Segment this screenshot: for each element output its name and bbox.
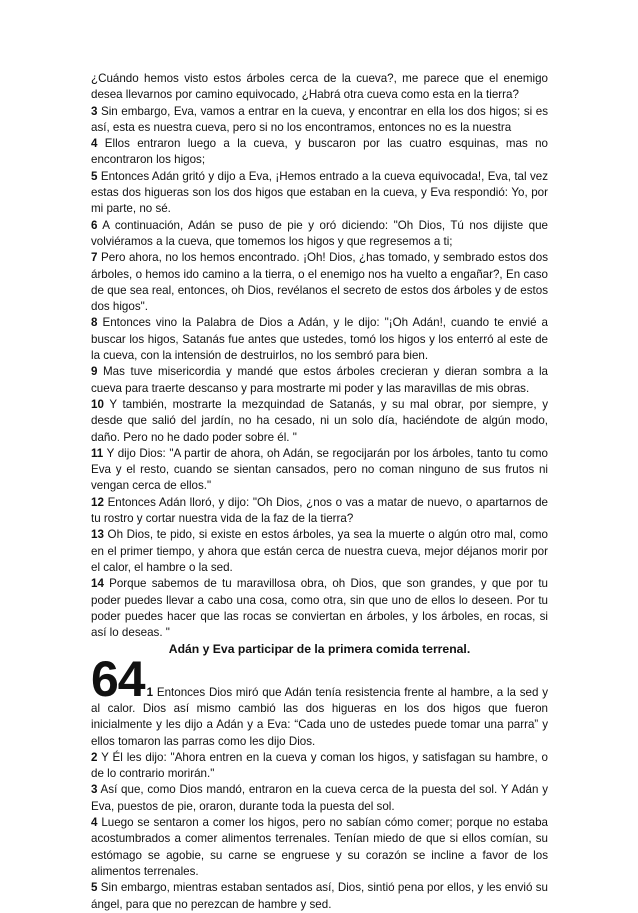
chapter-number: 64 — [91, 650, 145, 707]
verse-number: 4 — [91, 137, 98, 151]
verse-paragraph — [91, 397, 548, 446]
verse-paragraph — [91, 576, 548, 641]
verse-text: Oh Dios, te pido, si existe en estos árboles, ya sea la muerte o algún otro mal, como en el primer tiempo, y ahora que están cerca de nuestra cueva, mejor déjanos morir por el calor, el hambre o la sed. — [91, 528, 548, 574]
verse-number: 4 — [91, 816, 98, 830]
verse-text: Entonces Adán lloró, y dijo: "Oh Dios, ¿nos o vas a matar de nuevo, o apartarnos de tu rostro y cortar nuestra vida de la faz de la tierra? — [91, 495, 548, 526]
verse-number: 7 — [91, 251, 98, 265]
verse-paragraph — [91, 364, 548, 397]
verse-text: Y Él les dijo: "Ahora entren en la cueva y coman los higos, y satisfagan su hambre, o de lo contrario morirán." — [91, 750, 548, 781]
verse-paragraph — [91, 169, 548, 218]
document-body — [91, 71, 548, 913]
verse-number: 2 — [91, 750, 98, 764]
verse-number: 11 — [91, 446, 104, 460]
verse-paragraph — [91, 527, 548, 576]
verse-paragraph — [91, 782, 548, 815]
verse-number: 3 — [91, 104, 98, 118]
verse-number: 14 — [91, 577, 104, 591]
verse-text: Sin embargo, mientras estaban sentados así, Dios, sintió pena por ellos, y les envió su ángel, para que no perezcan de hambre y sed. — [91, 881, 548, 911]
verse-text: Mas tuve misericordia y mandé que estos árboles crecieran y dieran sombra a la cueva para traerte descanso y para mostrarte mi poder y las maravillas de mis obras. — [91, 365, 548, 395]
verse-number: 13 — [91, 528, 104, 542]
verse-text: Sin embargo, Eva, vamos a entrar en la cueva, y encontrar en ella los dos higos; si es así, esta es nuestra cueva, pero si no los encontramos, entonces no es la nuestra — [91, 104, 548, 134]
verse-paragraph — [91, 250, 548, 315]
verse-text: Ellos entraron luego a la cueva, y buscaron por las cuatro esquinas, mas no encontraron los higos; — [91, 137, 548, 167]
verse-paragraph — [91, 104, 548, 137]
verse-text: Luego se sentaron a comer los higos, pero no sabían cómo comer; porque no estaba acostumbrados a comer alimentos terrenales. Tenían miedo de que si ellos comían, su estómago se agobie, su carne se engruese y su corazón se incline a favor de los alimentos terrenales. — [91, 816, 548, 878]
verse-text: Entonces Dios miró que Adán tenía resistencia frente al hambre, a la sed y al calor. Dios así mismo cambió las dos higueras en los dos higos que fueron inicialmente y les dijo a Adán y a Eva: “Cada uno de ustedes puede tomar una parra” y ellos tomaron las parras como les dijo Dios. — [91, 685, 548, 748]
chapter-first-verse — [91, 650, 548, 750]
verse-text: Entonces Adán gritó y dijo a Eva, ¡Hemos entrado a la cueva equivocada!, Eva, tal vez estas dos higueras son los dos higos que estaban en la cueva, y Eva respondió: Yo, por mi parte, no sé. — [91, 169, 548, 216]
verse-paragraph — [91, 495, 548, 528]
verse-paragraph — [91, 750, 548, 783]
verse-paragraph — [91, 880, 548, 913]
chapter-heading: Adán y Eva participar de la primera comida terrenal. — [168, 642, 471, 657]
verse-text: A continuación, Adán se puso de pie y oró diciendo: "Oh Dios, Tú nos dijiste que volviéramos a la cueva, que tomemos los higos y que regresemos a ti; — [91, 218, 548, 248]
verse-paragraph — [91, 446, 548, 495]
verse-paragraph — [91, 136, 548, 169]
verse-number: 12 — [91, 495, 104, 509]
verse-text: Pero ahora, no los hemos encontrado. ¡Oh! Dios, ¿has tomado, y sembrado estos dos árboles, o hemos ido camino a la tierra, o el enemigo nos ha vuelto a engañar?, En caso de que sea real, entonces, oh Dios, revélanos el secreto de estos dos árboles y de estos dos higos". — [91, 251, 548, 314]
verse-paragraph — [91, 315, 548, 364]
verse-number: 1 — [146, 685, 154, 699]
paragraph-text: ¿Cuándo hemos visto estos árboles cerca de la cueva?, me parece que el enemigo desea llevarnos por camino equivocado, ¿Habrá otra cueva como esta en la tierra? — [91, 72, 548, 102]
paragraph-continuation — [91, 71, 548, 104]
verse-number: 5 — [91, 881, 98, 895]
verse-text: Y dijo Dios: "A partir de ahora, oh Adán, se regocijarán por los árboles, tanto tu como Eva y el resto, cuando se sientan cansados, pero no coman ninguno de sus frutos ni vengan cerca de ellos." — [91, 446, 548, 493]
verse-number: 9 — [91, 365, 98, 379]
verse-number: 10 — [91, 397, 104, 411]
verse-text: Entonces vino la Palabra de Dios a Adán, y le dijo: "¡Oh Adán!, cuando te envié a buscar los higos, Satanás fue antes que ustedes, tomó los higos y los enterró al este de la cueva, con la intensión de destruirlos, no los sembró para bien. — [91, 316, 548, 363]
verse-paragraph — [91, 218, 548, 251]
verse-number: 5 — [91, 169, 98, 183]
verse-text: Porque sabemos de tu maravillosa obra, oh Dios, que son grandes, y que por tu poder puedes llevar a cabo una cosa, como otra, sin que uno de ellos lo deseen. Por tu poder puedes hacer que las rocas se conviertan en árboles, y los árboles, en rocas, si así lo deseas. " — [91, 577, 548, 640]
verse-text: Así que, como Dios mandó, entraron en la cueva cerca de la puesta del sol. Y Adán y Eva, puestos de pie, oraron, durante toda la puesta del sol. — [91, 783, 548, 813]
verse-text: Y también, mostrarte la mezquindad de Satanás, y su mal obrar, por siempre, y desde que salió del jardín, no ha cesado, ni un solo día, haciéndote de algún modo, daño. Pero no he dado poder sobre él. " — [91, 397, 548, 444]
verse-number: 8 — [91, 316, 98, 330]
verse-number: 6 — [91, 218, 98, 232]
verse-paragraph — [91, 815, 548, 880]
verse-number: 3 — [91, 783, 98, 797]
